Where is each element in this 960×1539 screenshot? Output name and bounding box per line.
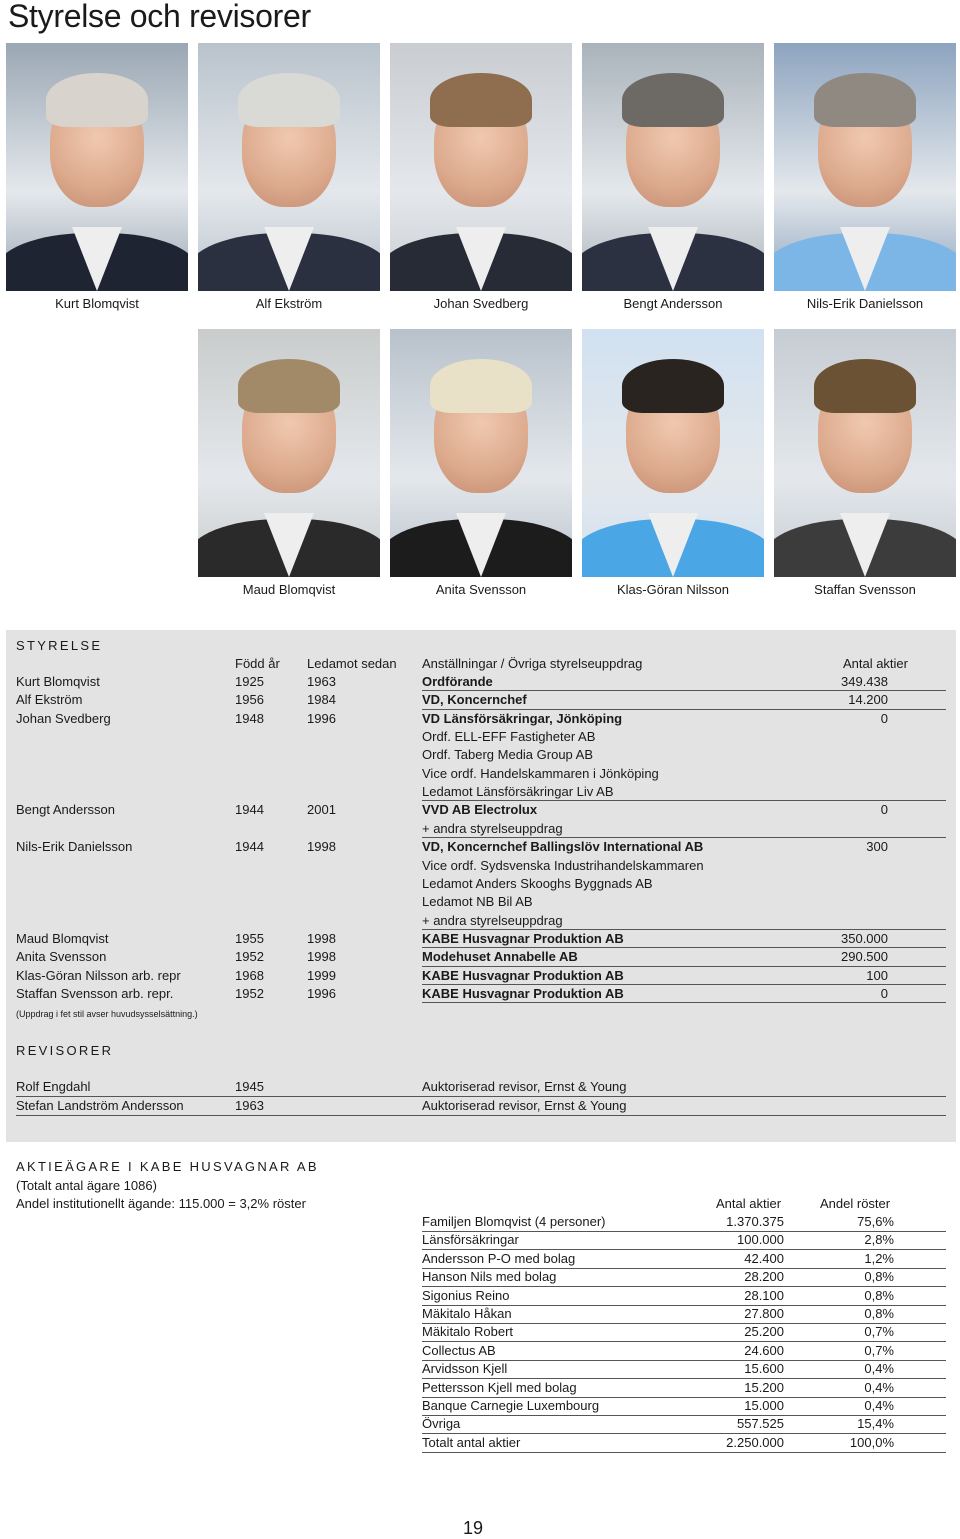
shareholder-name: Andersson P-O med bolag	[422, 1250, 576, 1266]
board-member-role: + andra styrelseuppdrag	[422, 912, 563, 928]
board-member-shares: 14.200	[848, 692, 888, 708]
portrait-hair	[622, 359, 724, 413]
shareholder-votes: 0,8%	[864, 1269, 894, 1285]
board-row-rule	[422, 984, 946, 985]
shareholder-votes: 75,6%	[857, 1214, 894, 1229]
board-member-role: VD, Koncernchef Ballingslöv International AB	[422, 839, 704, 855]
shareholder-votes: 0,4%	[864, 1379, 894, 1395]
shareholder-shares: 15.600	[744, 1361, 784, 1377]
board-member-role: + andra styrelseuppdrag	[422, 820, 563, 836]
portrait-hair	[430, 73, 532, 127]
board-member-name: Nils-Erik Danielsson	[16, 839, 133, 855]
board-row-rule	[422, 1002, 946, 1003]
board-member-name: Klas-Göran Nilsson arb. repr	[16, 967, 181, 983]
board-member-born: 1955	[235, 930, 264, 946]
board-member-shares: 0	[880, 802, 888, 818]
board-member-role: Vice ordf. Sydsvenska Industrihandelskammaren	[422, 857, 704, 873]
board-member-born: 1944	[235, 802, 264, 818]
board-row-rule	[422, 947, 946, 948]
person-name: Maud Blomqvist	[242, 582, 336, 597]
board-member-since: 1984	[307, 692, 336, 708]
board-member-born: 1968	[235, 967, 264, 983]
shareholder-name: Sigonius Reino	[422, 1287, 510, 1303]
board-col-born: Född år	[235, 656, 280, 671]
auditors-heading: REVISORER	[16, 1043, 114, 1058]
shareholder-shares: 25.200	[744, 1324, 784, 1340]
board-member-shares: 0	[880, 710, 888, 726]
portrait-photo	[582, 43, 764, 291]
board-member-born: 1956	[235, 692, 264, 708]
board-member-role: Ordförande	[422, 674, 493, 689]
shareholders-institutional: Andel institutionellt ägande: 115.000 = 3,2% röster	[16, 1196, 306, 1211]
board-note: (Uppdrag i fet stil avser huvudsysselsättning.)	[16, 1009, 198, 1019]
board-member-role: Ordf. ELL-EFF Fastigheter AB	[422, 729, 596, 745]
board-member-shares: 0	[880, 985, 888, 1001]
shareholder-shares: 15.000	[744, 1398, 784, 1413]
portrait-hair	[46, 73, 148, 127]
portrait-hair	[622, 73, 724, 127]
person-name: Alf Ekström	[255, 296, 323, 311]
shareholder-votes: 0,7%	[864, 1342, 894, 1358]
shareholder-shares: 1.370.375	[726, 1214, 784, 1229]
board-member-name: Johan Svedberg	[16, 710, 111, 726]
board-member-name: Staffan Svensson arb. repr.	[16, 985, 174, 1001]
board-member-born: 1944	[235, 839, 264, 855]
board-row-rule	[422, 837, 946, 838]
shareholder-name: Mäkitalo Robert	[422, 1324, 514, 1340]
board-col-shares: Antal aktier	[842, 656, 908, 671]
board-member-role: VD, Koncernchef	[422, 692, 527, 708]
board-member-shares: 290.500	[841, 949, 888, 965]
board-row-rule	[422, 800, 946, 801]
auditor-role: Auktoriserad revisor, Ernst & Young	[422, 1079, 627, 1094]
board-member-shares: 350.000	[841, 930, 888, 946]
person-name: Staffan Svensson	[814, 582, 916, 597]
board-member-born: 1948	[235, 710, 264, 726]
board-member-role: VVD AB Electrolux	[422, 802, 538, 818]
board-member-role: Ledamot Länsförsäkringar Liv AB	[422, 784, 614, 800]
portrait-photo	[198, 43, 380, 291]
page-number: 19	[462, 1518, 484, 1538]
person-name: Kurt Blomqvist	[55, 296, 139, 311]
shareholder-shares: 24.600	[744, 1342, 784, 1358]
page-title: Styrelse och revisorer	[8, 0, 311, 34]
auditor-row-rule	[16, 1115, 946, 1116]
board-member-role: Ledamot Anders Skooghs Byggnads AB	[422, 875, 653, 891]
shareholder-name: Totalt antal aktier	[422, 1434, 521, 1450]
shareholder-shares: 15.200	[744, 1379, 784, 1395]
board-member-shares: 100	[866, 967, 888, 983]
portrait-hair	[238, 359, 340, 413]
shareholder-name: Familjen Blomqvist (4 personer)	[422, 1214, 606, 1229]
board-member-since: 1996	[307, 985, 336, 1001]
board-member-name: Bengt Andersson	[16, 802, 116, 818]
shareholder-votes: 15,4%	[857, 1416, 894, 1432]
board-member-role: KABE Husvagnar Produktion AB	[422, 985, 624, 1001]
portrait-hair	[814, 359, 916, 413]
board-col-roles: Anställningar / Övriga styrelseuppdrag	[422, 656, 643, 671]
shareholder-shares: 100.000	[737, 1232, 784, 1248]
shareholder-votes: 0,4%	[864, 1361, 894, 1377]
portrait-photo	[774, 329, 956, 577]
shareholder-shares: 28.100	[744, 1287, 784, 1303]
portrait-photo	[582, 329, 764, 577]
shareholder-name: Länsförsäkringar	[422, 1232, 519, 1248]
portrait-photo	[774, 43, 956, 291]
board-member-since: 2001	[307, 802, 336, 818]
board-member-born: 1952	[235, 985, 264, 1001]
shareholder-row-rule	[422, 1452, 946, 1453]
shareholder-votes: 1,2%	[864, 1250, 894, 1266]
board-member-role: Ordf. Taberg Media Group AB	[422, 747, 594, 763]
board-member-born: 1952	[235, 949, 264, 965]
portrait-photo	[390, 43, 572, 291]
portrait-hair	[814, 73, 916, 127]
shareholder-votes: 0,4%	[864, 1398, 894, 1413]
shareholder-votes: 0,7%	[864, 1324, 894, 1340]
shareholders-col-votes: Andel röster	[820, 1196, 891, 1211]
auditor-role: Auktoriserad revisor, Ernst & Young	[422, 1098, 627, 1113]
auditor-born: 1963	[235, 1098, 264, 1113]
board-row-rule	[422, 690, 946, 691]
board-member-name: Kurt Blomqvist	[16, 674, 100, 689]
board-member-role: Vice ordf. Handelskammaren i Jönköping	[422, 765, 659, 781]
board-member-born: 1925	[235, 674, 264, 689]
person-name: Anita Svensson	[435, 582, 527, 597]
board-member-since: 1996	[307, 710, 336, 726]
shareholder-shares: 42.400	[744, 1250, 784, 1266]
person-name: Bengt Andersson	[623, 296, 723, 311]
shareholders-heading: AKTIEÄGARE I KABE HUSVAGNAR AB	[16, 1159, 319, 1174]
portrait-photo	[6, 43, 188, 291]
shareholder-votes: 2,8%	[864, 1232, 894, 1248]
board-member-shares: 300	[866, 839, 888, 855]
shareholder-name: Pettersson Kjell med bolag	[422, 1379, 577, 1395]
auditor-name: Rolf Engdahl	[16, 1079, 91, 1094]
board-row-rule	[422, 709, 946, 710]
shareholder-votes: 100,0%	[849, 1434, 894, 1450]
shareholder-shares: 2.250.000	[726, 1434, 784, 1450]
board-member-role: KABE Husvagnar Produktion AB	[422, 967, 624, 983]
shareholder-shares: 557.525	[737, 1416, 784, 1432]
auditor-born: 1945	[235, 1079, 264, 1094]
board-member-role: KABE Husvagnar Produktion AB	[422, 930, 624, 946]
shareholder-votes: 0,8%	[864, 1287, 894, 1303]
auditor-name: Stefan Landström Andersson	[16, 1098, 184, 1113]
portrait-photo	[390, 329, 572, 577]
board-member-role: Modehuset Annabelle AB	[422, 949, 578, 965]
shareholder-name: Arvidsson Kjell	[422, 1361, 508, 1377]
board-heading: STYRELSE	[16, 638, 103, 653]
portrait-photo	[198, 329, 380, 577]
board-member-role: VD Länsförsäkringar, Jönköping	[422, 710, 623, 726]
board-member-name: Alf Ekström	[16, 692, 83, 708]
board-member-name: Anita Svensson	[16, 949, 107, 965]
shareholders-total-owners: (Totalt antal ägare 1086)	[16, 1178, 157, 1193]
portrait-hair	[430, 359, 532, 413]
auditor-row-rule	[16, 1096, 946, 1097]
board-row-rule	[422, 966, 946, 967]
portrait-hair	[238, 73, 340, 127]
shareholder-shares: 27.800	[744, 1306, 784, 1321]
shareholder-name: Collectus AB	[422, 1342, 496, 1358]
board-member-since: 1998	[307, 949, 336, 965]
shareholder-name: Hanson Nils med bolag	[422, 1269, 557, 1285]
board-member-name: Maud Blomqvist	[16, 930, 109, 946]
shareholder-name: Mäkitalo Håkan	[422, 1306, 512, 1321]
shareholder-shares: 28.200	[744, 1269, 784, 1285]
board-col-since: Ledamot sedan	[307, 656, 397, 671]
shareholder-votes: 0,8%	[864, 1306, 894, 1321]
shareholder-name: Övriga	[422, 1416, 461, 1432]
board-row-rule	[422, 929, 946, 930]
person-name: Nils-Erik Danielsson	[806, 296, 924, 311]
board-member-since: 1998	[307, 839, 336, 855]
board-member-role: Ledamot NB Bil AB	[422, 894, 533, 910]
person-name: Johan Svedberg	[433, 296, 529, 311]
person-name: Klas-Göran Nilsson	[617, 582, 729, 597]
shareholder-name: Banque Carnegie Luxembourg	[422, 1398, 600, 1413]
board-member-since: 1999	[307, 967, 336, 983]
shareholders-col-shares: Antal aktier	[716, 1196, 782, 1211]
board-member-since: 1963	[307, 674, 336, 689]
board-member-since: 1998	[307, 930, 336, 946]
board-member-shares: 349.438	[841, 674, 888, 689]
